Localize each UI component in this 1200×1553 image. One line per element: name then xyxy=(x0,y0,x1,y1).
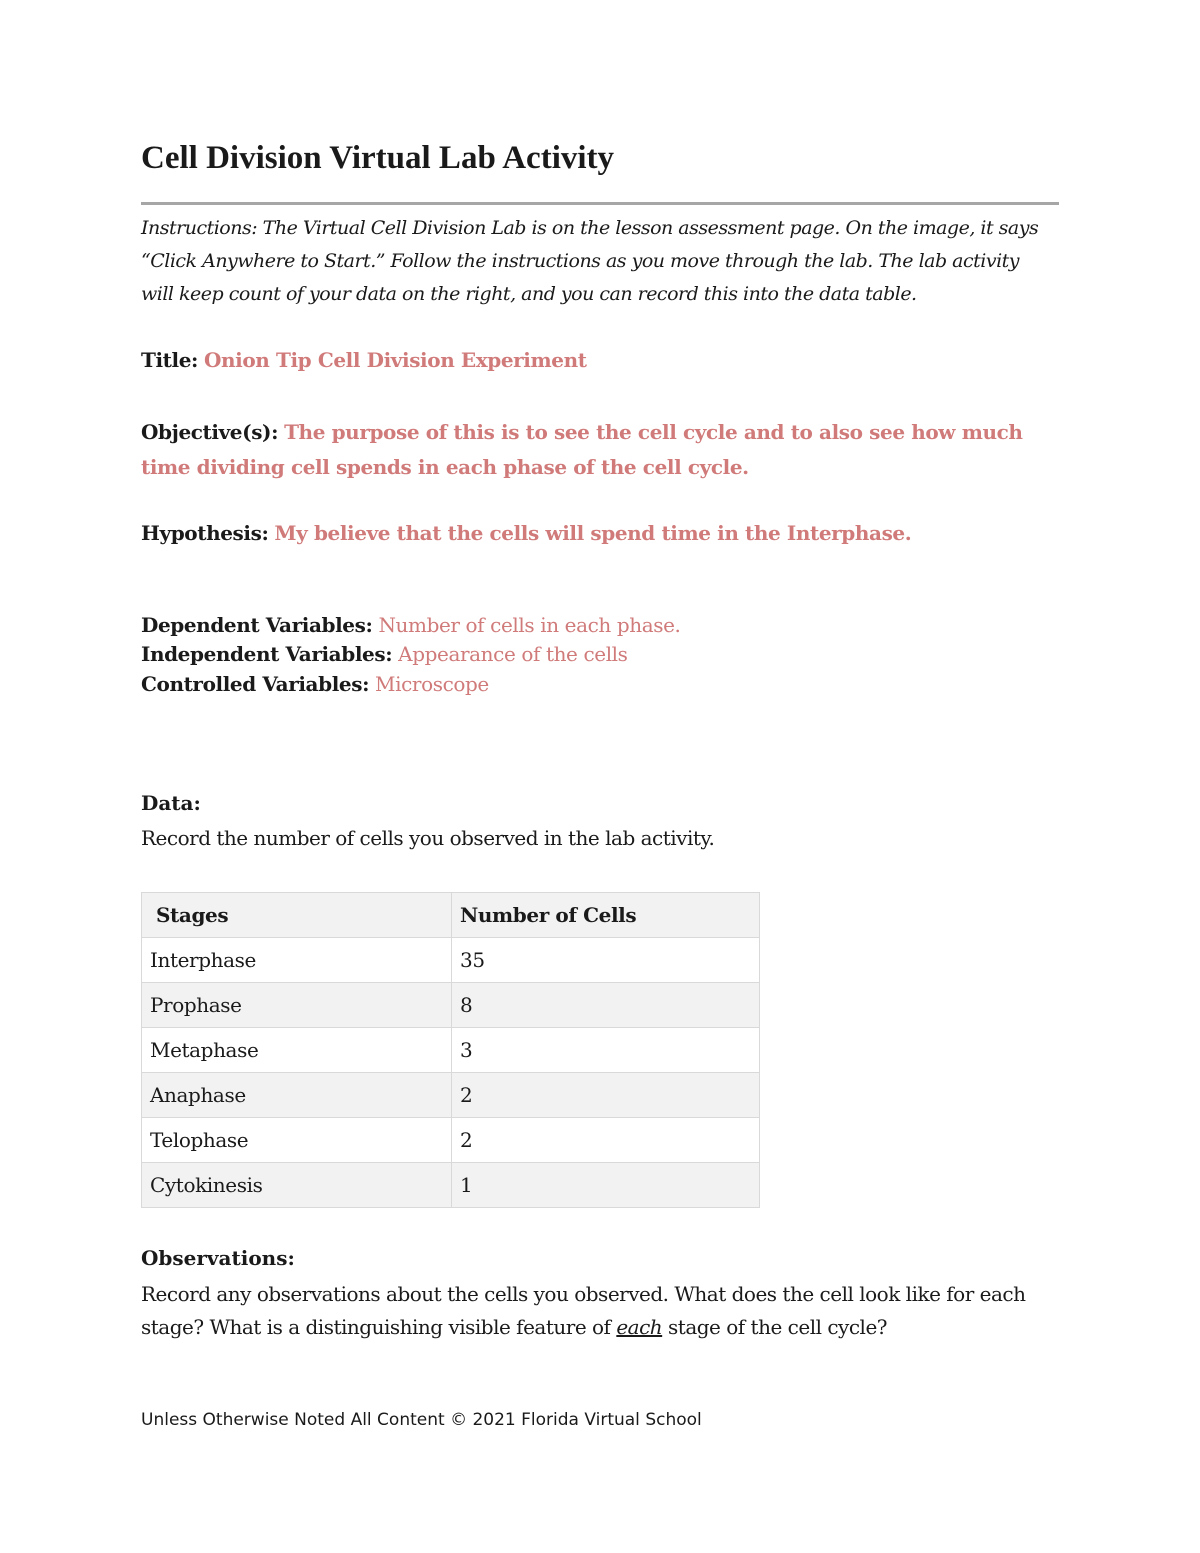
count-cell: 2 xyxy=(452,1118,760,1163)
instructions-text: Instructions: The Virtual Cell Division Lab is on the lesson assessment page. On the image, it says “Click Anywhere to Start.” Follow the instructions as you move through the lab. The lab activity will keep count of your data on the right, and you can record this into the data table. xyxy=(141,217,1039,305)
footer-copyright: Unless Otherwise Noted All Content © 2021 Florida Virtual School xyxy=(141,1410,702,1430)
hypothesis-value: My believe that the cells will spend time in the Interphase. xyxy=(274,521,912,545)
table-row xyxy=(142,1163,760,1208)
data-prompt: Record the number of cells you observed in the lab activity. xyxy=(141,826,715,850)
stage-cell: Anaphase xyxy=(142,1073,452,1118)
objective-label: Objective(s): xyxy=(141,420,279,444)
controlled-label: Controlled Variables: xyxy=(141,672,370,696)
count-cell: 8 xyxy=(452,983,760,1028)
stage-cell: Prophase xyxy=(142,983,452,1028)
independent-label: Independent Variables: xyxy=(141,642,393,666)
dependent-value: Number of cells in each phase. xyxy=(378,613,681,637)
title-label: Title: xyxy=(141,348,199,372)
observations-prompt-before: Record any observations about the cells you observed. What does the cell look like for each stage? What is a distinguishing visible feature of xyxy=(141,1282,1026,1339)
observations-heading: Observations: xyxy=(141,1246,295,1270)
table-row xyxy=(142,1073,760,1118)
independent-variables xyxy=(141,642,628,666)
table-row xyxy=(142,938,760,983)
dependent-label: Dependent Variables: xyxy=(141,613,373,637)
title-field xyxy=(141,348,587,372)
header-number-of-cells: Number of Cells xyxy=(452,893,760,938)
stage-cell: Telophase xyxy=(142,1118,452,1163)
controlled-variables xyxy=(141,672,489,696)
observations-prompt-after: stage of the cell cycle? xyxy=(662,1315,888,1339)
observations-prompt-emphasis: each xyxy=(616,1315,663,1339)
table-header-row xyxy=(142,893,760,938)
title-divider xyxy=(141,202,1059,205)
stage-cell: Cytokinesis xyxy=(142,1163,452,1208)
count-cell: 1 xyxy=(452,1163,760,1208)
objective-value: The purpose of this is to see the cell cycle and to also see how much time dividing cell spends in each phase of the cell cycle. xyxy=(141,420,1023,479)
table-row xyxy=(142,1028,760,1073)
dependent-variables xyxy=(141,613,681,637)
stage-cell: Interphase xyxy=(142,938,452,983)
document-title: Cell Division Virtual Lab Activity xyxy=(141,140,615,176)
data-table xyxy=(141,892,760,1208)
count-cell: 35 xyxy=(452,938,760,983)
header-stages: Stages xyxy=(142,893,452,938)
hypothesis-label: Hypothesis: xyxy=(141,521,269,545)
data-heading: Data: xyxy=(141,791,201,815)
independent-value: Appearance of the cells xyxy=(398,642,628,666)
stage-cell: Metaphase xyxy=(142,1028,452,1073)
observations-prompt xyxy=(141,1278,1041,1344)
table-row xyxy=(142,983,760,1028)
hypothesis-field xyxy=(141,521,911,545)
controlled-value: Microscope xyxy=(375,672,489,696)
count-cell: 3 xyxy=(452,1028,760,1073)
objective-field xyxy=(141,415,1041,485)
count-cell: 2 xyxy=(452,1073,760,1118)
table-row xyxy=(142,1118,760,1163)
title-value: Onion Tip Cell Division Experiment xyxy=(204,348,587,372)
